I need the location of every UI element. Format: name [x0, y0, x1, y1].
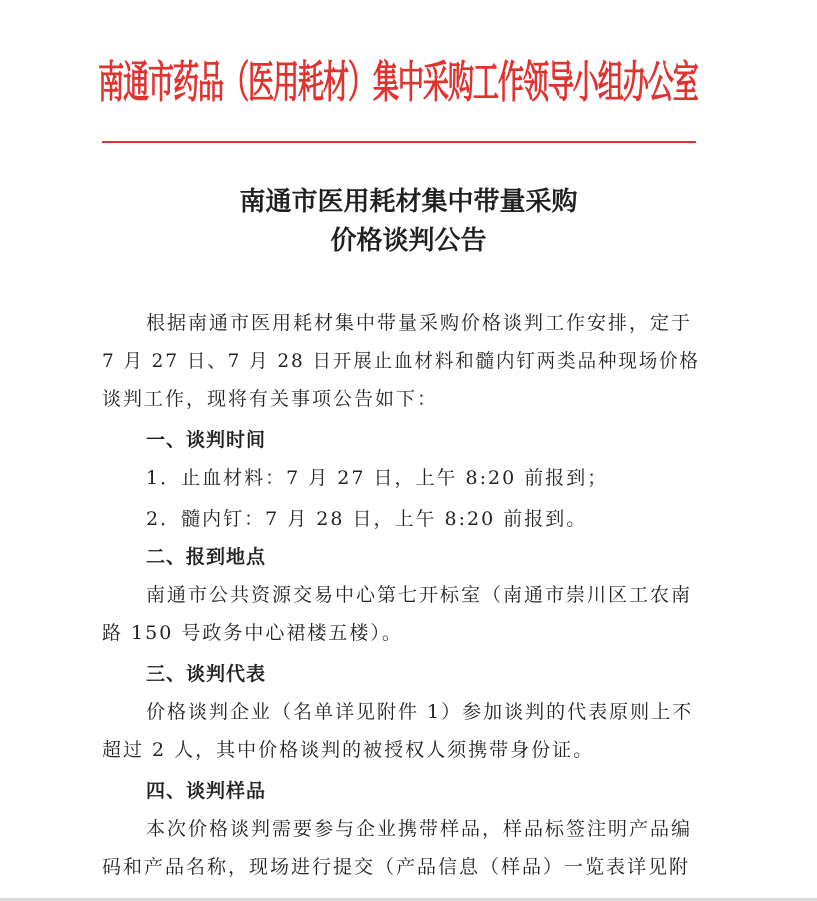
- location-line-1: 南通市公共资源交易中心第七开标室（南通市崇川区工农南: [146, 584, 693, 606]
- location-line-2: 路 150 号政务中心裙楼五楼）。: [102, 622, 403, 644]
- intro-line-3: 谈判工作，现将有关事项公告如下：: [102, 388, 439, 410]
- time-item-2: 2．髓内钉：7 月 28 日，上午 8:20 前报到。: [146, 508, 588, 530]
- section-heading-samples: 四、谈判样品: [146, 780, 267, 802]
- time-item-1: 1．止血材料：7 月 27 日，上午 8:20 前报到；: [146, 467, 609, 489]
- section-heading-location: 二、报到地点: [146, 546, 267, 568]
- red-divider-line: [102, 141, 696, 143]
- section-heading-representatives: 三、谈判代表: [146, 663, 267, 685]
- samples-line-2: 码和产品名称，现场进行提交（产品信息（样品）一览表详见附: [102, 856, 691, 878]
- representatives-line-1: 价格谈判企业（名单详见附件 1）参加谈判的代表原则上不: [146, 701, 694, 723]
- intro-line-2: 7 月 27 日、7 月 28 日开展止血材料和髓内钉两类品种现场价格: [102, 350, 700, 372]
- issuer-masthead: 南通市药品（医用耗材）集中采购工作领导小组办公室: [98, 57, 698, 108]
- intro-line-1: 根据南通市医用耗材集中带量采购价格谈判工作安排，定于: [146, 312, 693, 334]
- document-title-line-2: 价格谈判公告: [330, 226, 487, 256]
- document-title-line-1: 南通市医用耗材集中带量采购: [239, 187, 578, 217]
- samples-line-1: 本次价格谈判需要参与企业携带样品，样品标签注明产品编: [146, 818, 693, 840]
- representatives-line-2: 超过 2 人，其中价格谈判的被授权人须携带身份证。: [102, 739, 595, 761]
- section-heading-time: 一、谈判时间: [146, 429, 267, 451]
